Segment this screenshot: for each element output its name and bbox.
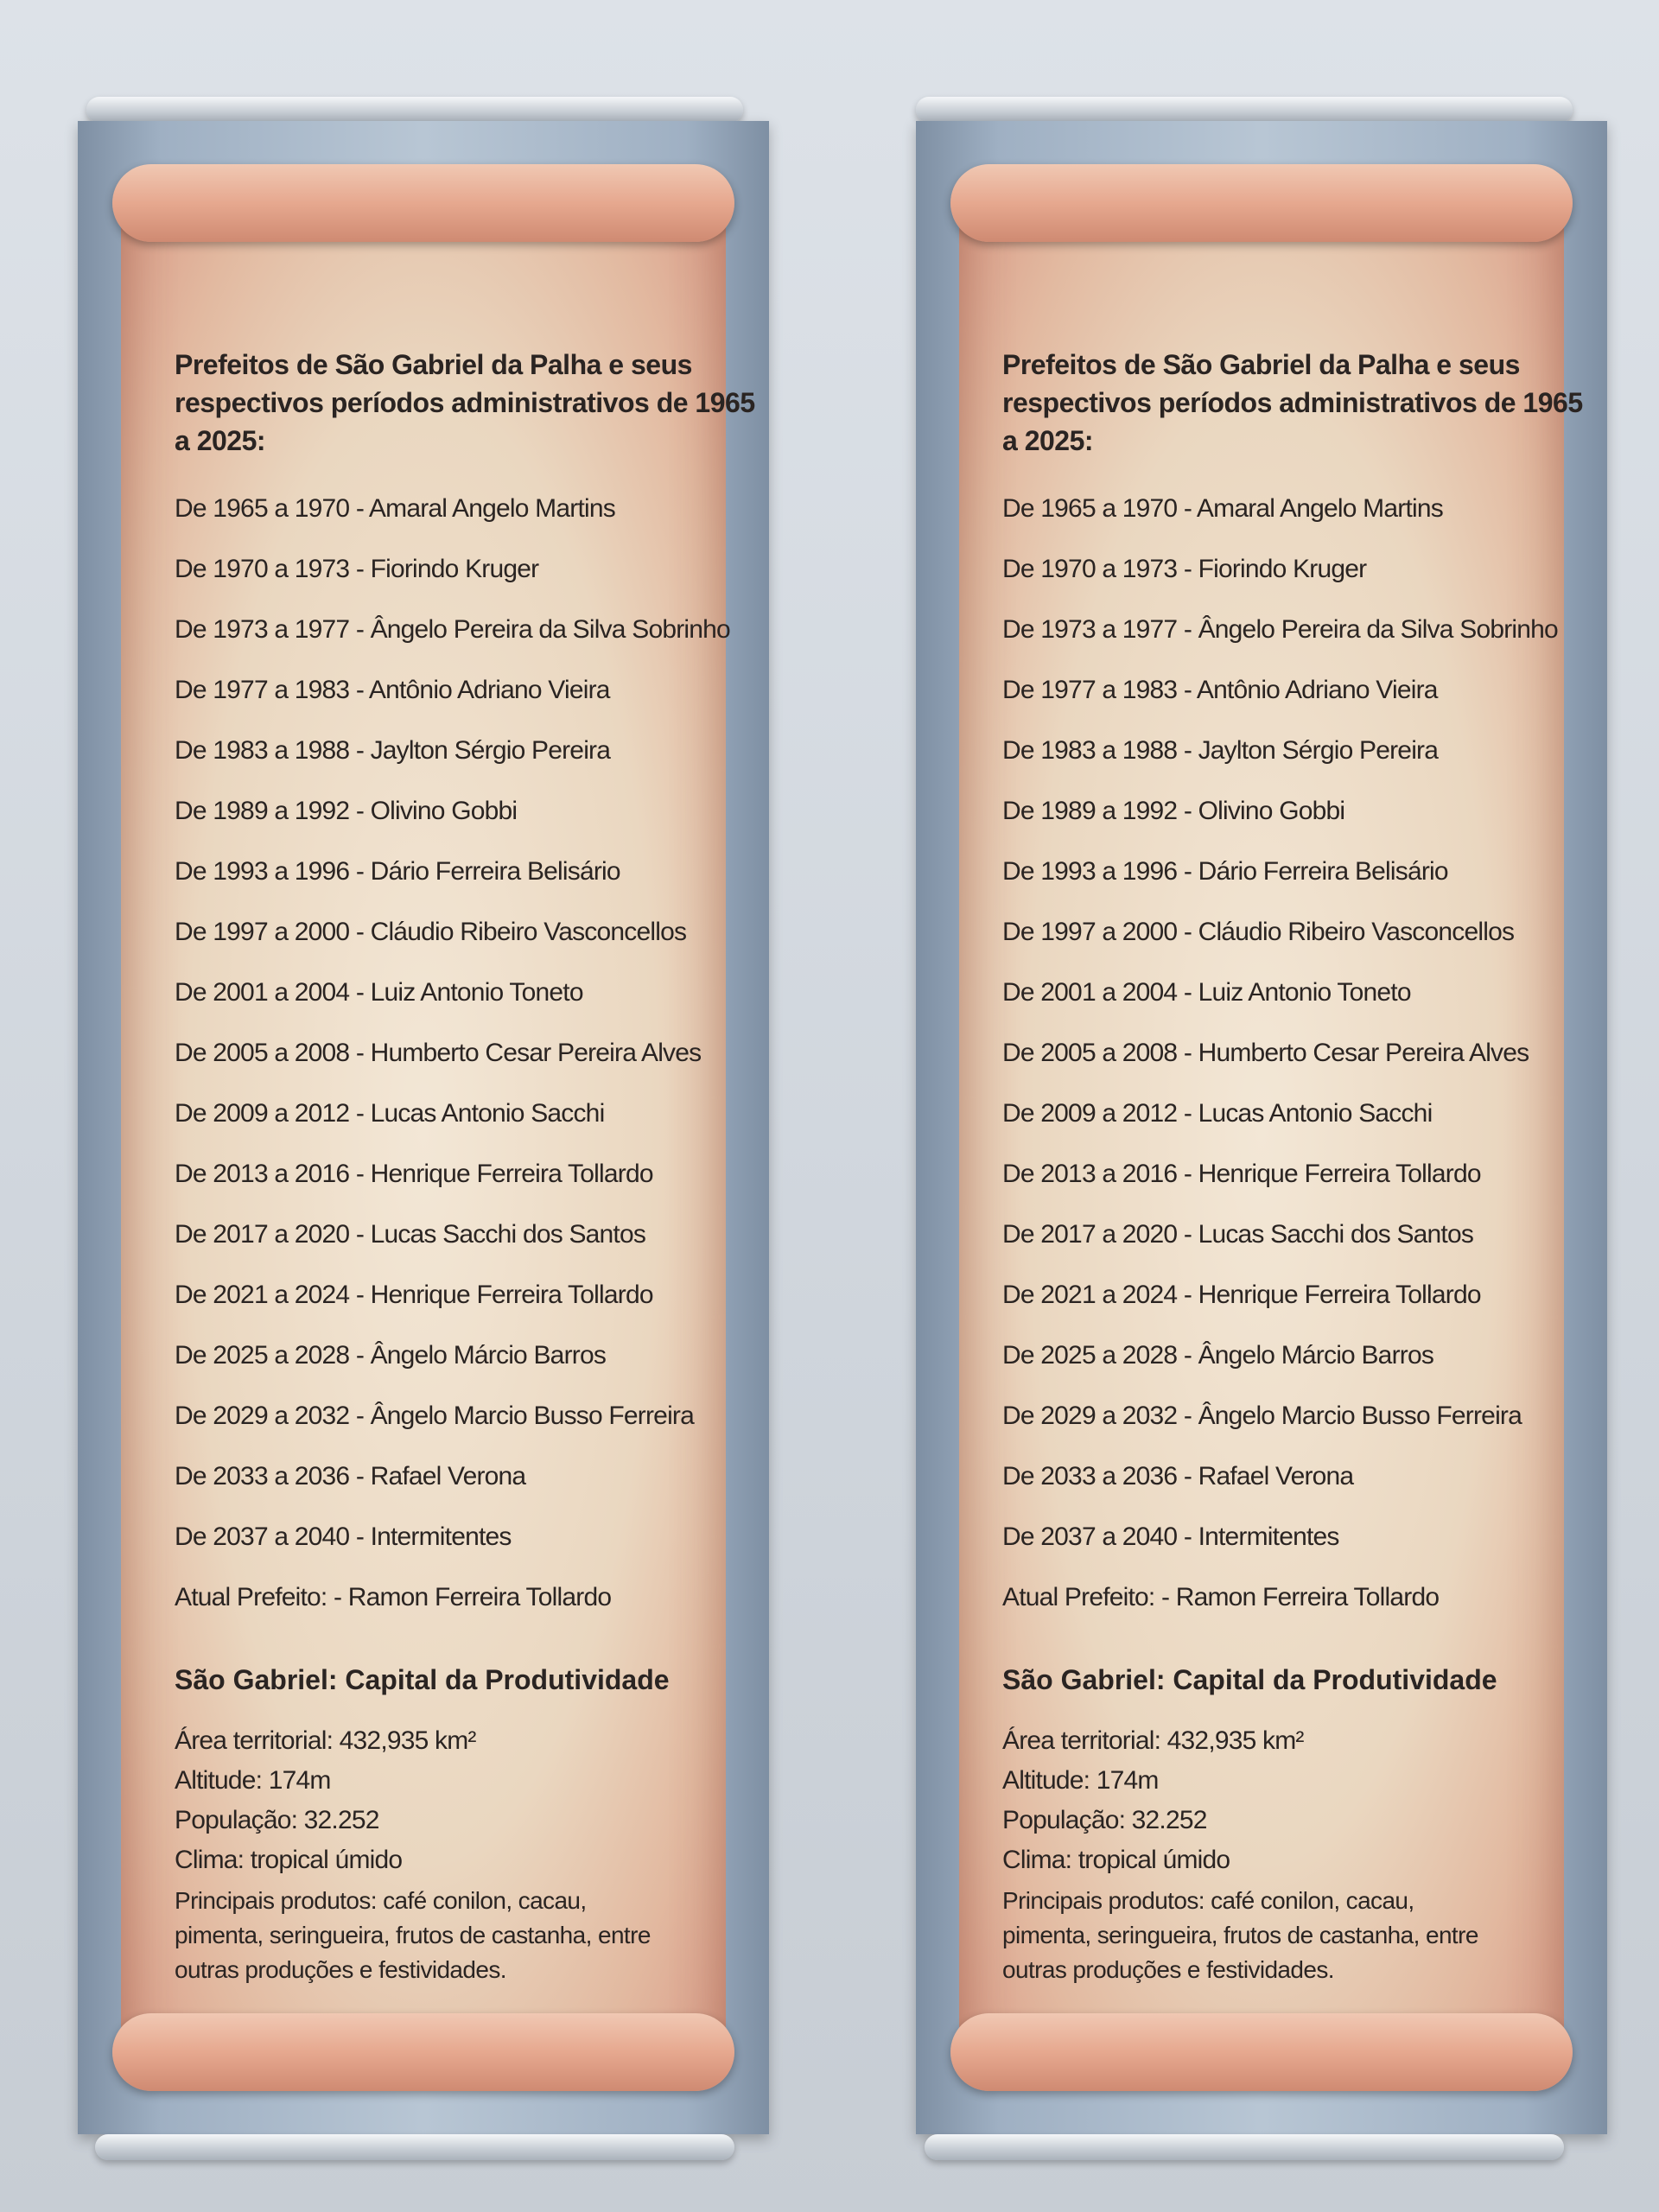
right-mayor-item: De 2037 a 2040 - Intermitentes — [1002, 1522, 1339, 1551]
left-mayor-item: De 2021 a 2024 - Henrique Ferreira Tollardo — [175, 1281, 653, 1309]
left-banner-content — [175, 346, 769, 1987]
right-mayor-list — [1002, 479, 1599, 1628]
left-info-altitude: Altitude: 174m — [175, 1766, 331, 1795]
left-mayor-item: De 1997 a 2000 - Cláudio Ribeiro Vasconcellos — [175, 918, 687, 946]
right-mayor-item: De 2009 a 2012 - Lucas Antonio Sacchi — [1002, 1099, 1433, 1128]
left-mayor-item: De 1989 a 1992 - Olivino Gobbi — [175, 797, 518, 825]
left-mayor-item: De 2025 a 2028 - Ângelo Márcio Barros — [175, 1341, 607, 1370]
left-mayor-item: De 2037 a 2040 - Intermitentes — [175, 1522, 512, 1551]
right-mayor-item: De 2025 a 2028 - Ângelo Márcio Barros — [1002, 1341, 1434, 1370]
right-info-population: População: 32.252 — [1002, 1806, 1207, 1834]
left-mayor-list — [175, 479, 769, 1628]
left-mayor-item: De 2001 a 2004 - Luiz Antonio Toneto — [175, 978, 583, 1007]
left-top-rod — [86, 97, 743, 123]
left-mayor-item: De 2005 a 2008 - Humberto Cesar Pereira Alves — [175, 1039, 702, 1067]
right-mayor-item: De 1973 a 1977 - Ângelo Pereira da Silva Sobrinho — [1002, 615, 1558, 644]
right-mayor-item: De 2013 a 2016 - Henrique Ferreira Tollardo — [1002, 1160, 1481, 1188]
left-banner — [78, 121, 769, 2134]
left-info-climate: Clima: tropical úmido — [175, 1846, 403, 1874]
right-banner-content — [1002, 346, 1599, 1987]
left-mayor-item: De 2013 a 2016 - Henrique Ferreira Tollardo — [175, 1160, 653, 1188]
left-mayor-item: De 1973 a 1977 - Ângelo Pereira da Silva Sobrinho — [175, 615, 730, 644]
right-mayor-item: Atual Prefeito: - Ramon Ferreira Tollardo — [1002, 1583, 1440, 1611]
left-bottom-rod — [95, 2134, 734, 2160]
left-info-population: População: 32.252 — [175, 1806, 379, 1834]
right-bottom-rod — [925, 2134, 1564, 2160]
right-banner — [916, 121, 1607, 2134]
left-mayor-item: De 1983 a 1988 - Jaylton Sérgio Pereira — [175, 736, 611, 765]
left-info-area: Área territorial: 432,935 km² — [175, 1726, 476, 1755]
right-top-rod — [916, 97, 1573, 123]
right-mayor-item: De 2021 a 2024 - Henrique Ferreira Tollardo — [1002, 1281, 1481, 1309]
right-mayor-item: De 1993 a 1996 - Dário Ferreira Belisário — [1002, 857, 1448, 886]
left-mayor-item: De 1970 a 1973 - Fiorindo Kruger — [175, 555, 539, 583]
left-mayor-item: Atual Prefeito: - Ramon Ferreira Tollardo — [175, 1583, 612, 1611]
right-info-products: Principais produtos: café conilon, cacau, pimenta, seringueira, frutos de castanha, entre outras produções e festividades. — [1002, 1887, 1478, 1983]
left-mayor-item: De 1977 a 1983 - Antônio Adriano Vieira — [175, 676, 610, 704]
left-heading: Prefeitos de São Gabriel da Palha e seus respectivos períodos administrativos de 1965 a 2025: — [175, 349, 755, 456]
left-mayor-item: De 2017 a 2020 - Lucas Sacchi dos Santos — [175, 1220, 646, 1249]
right-mayor-item: De 1983 a 1988 - Jaylton Sérgio Pereira — [1002, 736, 1439, 765]
left-section-title: São Gabriel: Capital da Produtividade — [175, 1664, 670, 1695]
right-mayor-item: De 1989 a 1992 - Olivino Gobbi — [1002, 797, 1345, 825]
left-mayor-item: De 2029 a 2032 - Ângelo Marcio Busso Ferreira — [175, 1402, 695, 1430]
right-mayor-item: De 2029 a 2032 - Ângelo Marcio Busso Ferreira — [1002, 1402, 1522, 1430]
right-mayor-item: De 2033 a 2036 - Rafael Verona — [1002, 1462, 1354, 1491]
right-mayor-item: De 1965 a 1970 - Amaral Angelo Martins — [1002, 494, 1443, 523]
right-mayor-item: De 1997 a 2000 - Cláudio Ribeiro Vasconcellos — [1002, 918, 1515, 946]
right-section-title: São Gabriel: Capital da Produtividade — [1002, 1664, 1497, 1695]
right-info-area: Área territorial: 432,935 km² — [1002, 1726, 1304, 1755]
right-info-altitude: Altitude: 174m — [1002, 1766, 1159, 1795]
left-info-products: Principais produtos: café conilon, cacau, pimenta, seringueira, frutos de castanha, entre outras produções e festividades. — [175, 1887, 651, 1983]
right-mayor-item: De 1977 a 1983 - Antônio Adriano Vieira — [1002, 676, 1438, 704]
right-mayor-item: De 2005 a 2008 - Humberto Cesar Pereira Alves — [1002, 1039, 1529, 1067]
left-mayor-item: De 2033 a 2036 - Rafael Verona — [175, 1462, 526, 1491]
right-mayor-item: De 2001 a 2004 - Luiz Antonio Toneto — [1002, 978, 1411, 1007]
left-mayor-item: De 1993 a 1996 - Dário Ferreira Belisário — [175, 857, 620, 886]
right-mayor-item: De 2017 a 2020 - Lucas Sacchi dos Santos — [1002, 1220, 1474, 1249]
left-mayor-item: De 2009 a 2012 - Lucas Antonio Sacchi — [175, 1099, 605, 1128]
right-heading: Prefeitos de São Gabriel da Palha e seus respectivos períodos administrativos de 1965 a 2025: — [1002, 349, 1583, 456]
left-mayor-item: De 1965 a 1970 - Amaral Angelo Martins — [175, 494, 615, 523]
right-mayor-item: De 1970 a 1973 - Fiorindo Kruger — [1002, 555, 1367, 583]
right-info-climate: Clima: tropical úmido — [1002, 1846, 1230, 1874]
